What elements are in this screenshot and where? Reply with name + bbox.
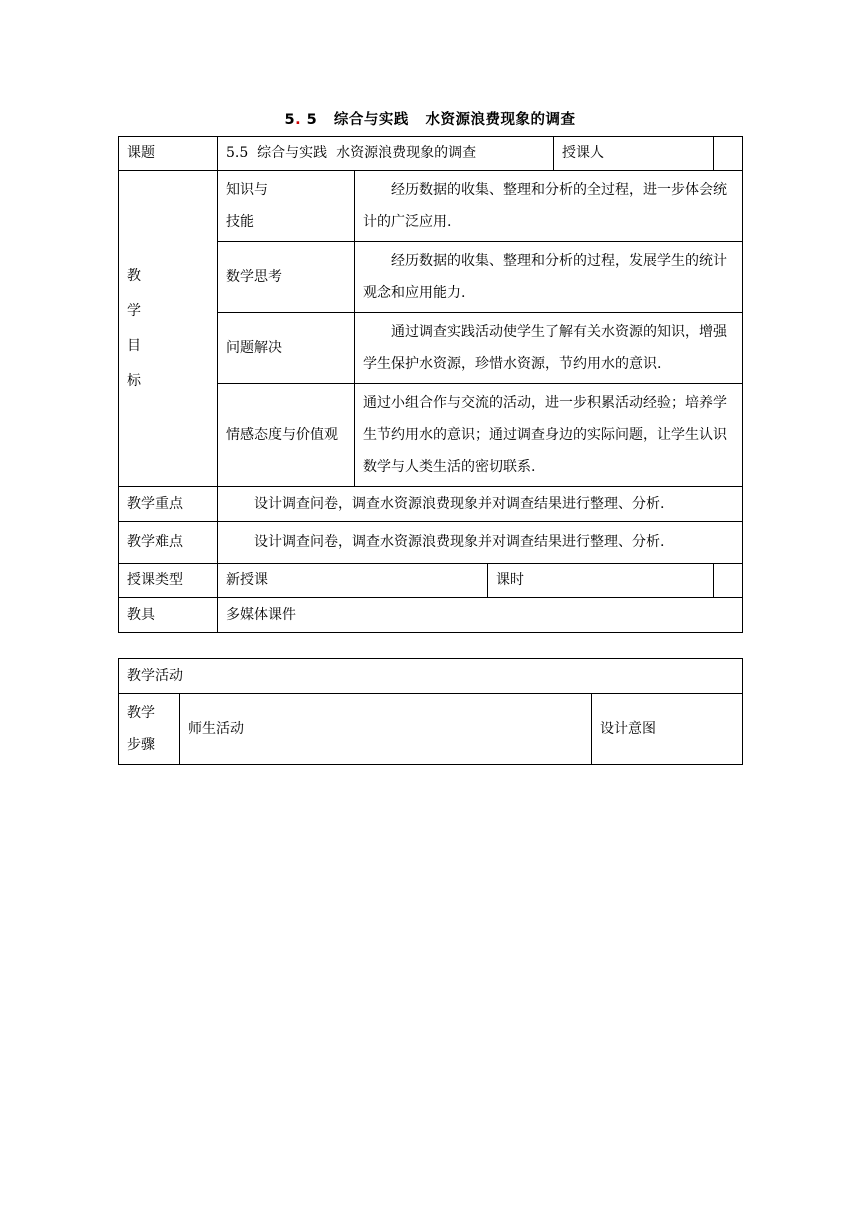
key-point-label: 教学重点 — [119, 487, 218, 522]
tools-label: 教具 — [119, 598, 218, 633]
tools-value: 多媒体课件 — [218, 598, 743, 633]
intent-label: 设计意图 — [592, 694, 743, 765]
goal-text-problem-solving: 通过调查实践活动使学生了解有关水资源的知识，增强学生保护水资源，珍惜水资源，节约用水的意识. — [355, 313, 743, 384]
title-dot: . — [295, 112, 302, 128]
topic-value: 5.5 综合与实践 水资源浪费现象的调查 — [218, 137, 554, 171]
page-title: 5. 5 综合与实践 水资源浪费现象的调查 — [284, 112, 576, 128]
difficulty-label: 教学难点 — [119, 522, 218, 564]
goal-text-knowledge: 经历数据的收集、整理和分析的全过程，进一步体会统计的广泛应用. — [355, 171, 743, 242]
goal-label-problem-solving: 问题解决 — [218, 313, 355, 384]
goals-label: 教 学 目 标 — [119, 171, 218, 487]
lesson-type-value: 新授课 — [218, 564, 488, 598]
difficulty-text: 设计调查问卷，调查水资源浪费现象并对调查结果进行整理、分析. — [218, 522, 743, 564]
activity-label: 师生活动 — [180, 694, 592, 765]
teaching-activity-table — [118, 658, 743, 765]
activity-header: 教学活动 — [119, 659, 743, 694]
topic-label: 课题 — [119, 137, 218, 171]
goal-label-thinking: 数学思考 — [218, 242, 355, 313]
lesson-type-label: 授课类型 — [119, 564, 218, 598]
goal-text-attitude: 通过小组合作与交流的活动，进一步积累活动经验；培养学生节约用水的意识；通过调查身边的实际问题，让学生认识数学与人类生活的密切联系. — [355, 384, 743, 487]
goal-text-thinking: 经历数据的收集、整理和分析的过程，发展学生的统计观念和应用能力. — [355, 242, 743, 313]
teacher-value — [714, 137, 743, 171]
goal-label-knowledge: 知识与 技能 — [218, 171, 355, 242]
lesson-info-table — [118, 136, 743, 633]
hours-label: 课时 — [488, 564, 714, 598]
hours-value — [714, 564, 743, 598]
steps-label: 教学 步骤 — [119, 694, 180, 765]
goal-label-attitude: 情感态度与价值观 — [218, 384, 355, 487]
teacher-label: 授课人 — [554, 137, 714, 171]
key-point-text: 设计调查问卷，调查水资源浪费现象并对调查结果进行整理、分析. — [218, 487, 743, 522]
